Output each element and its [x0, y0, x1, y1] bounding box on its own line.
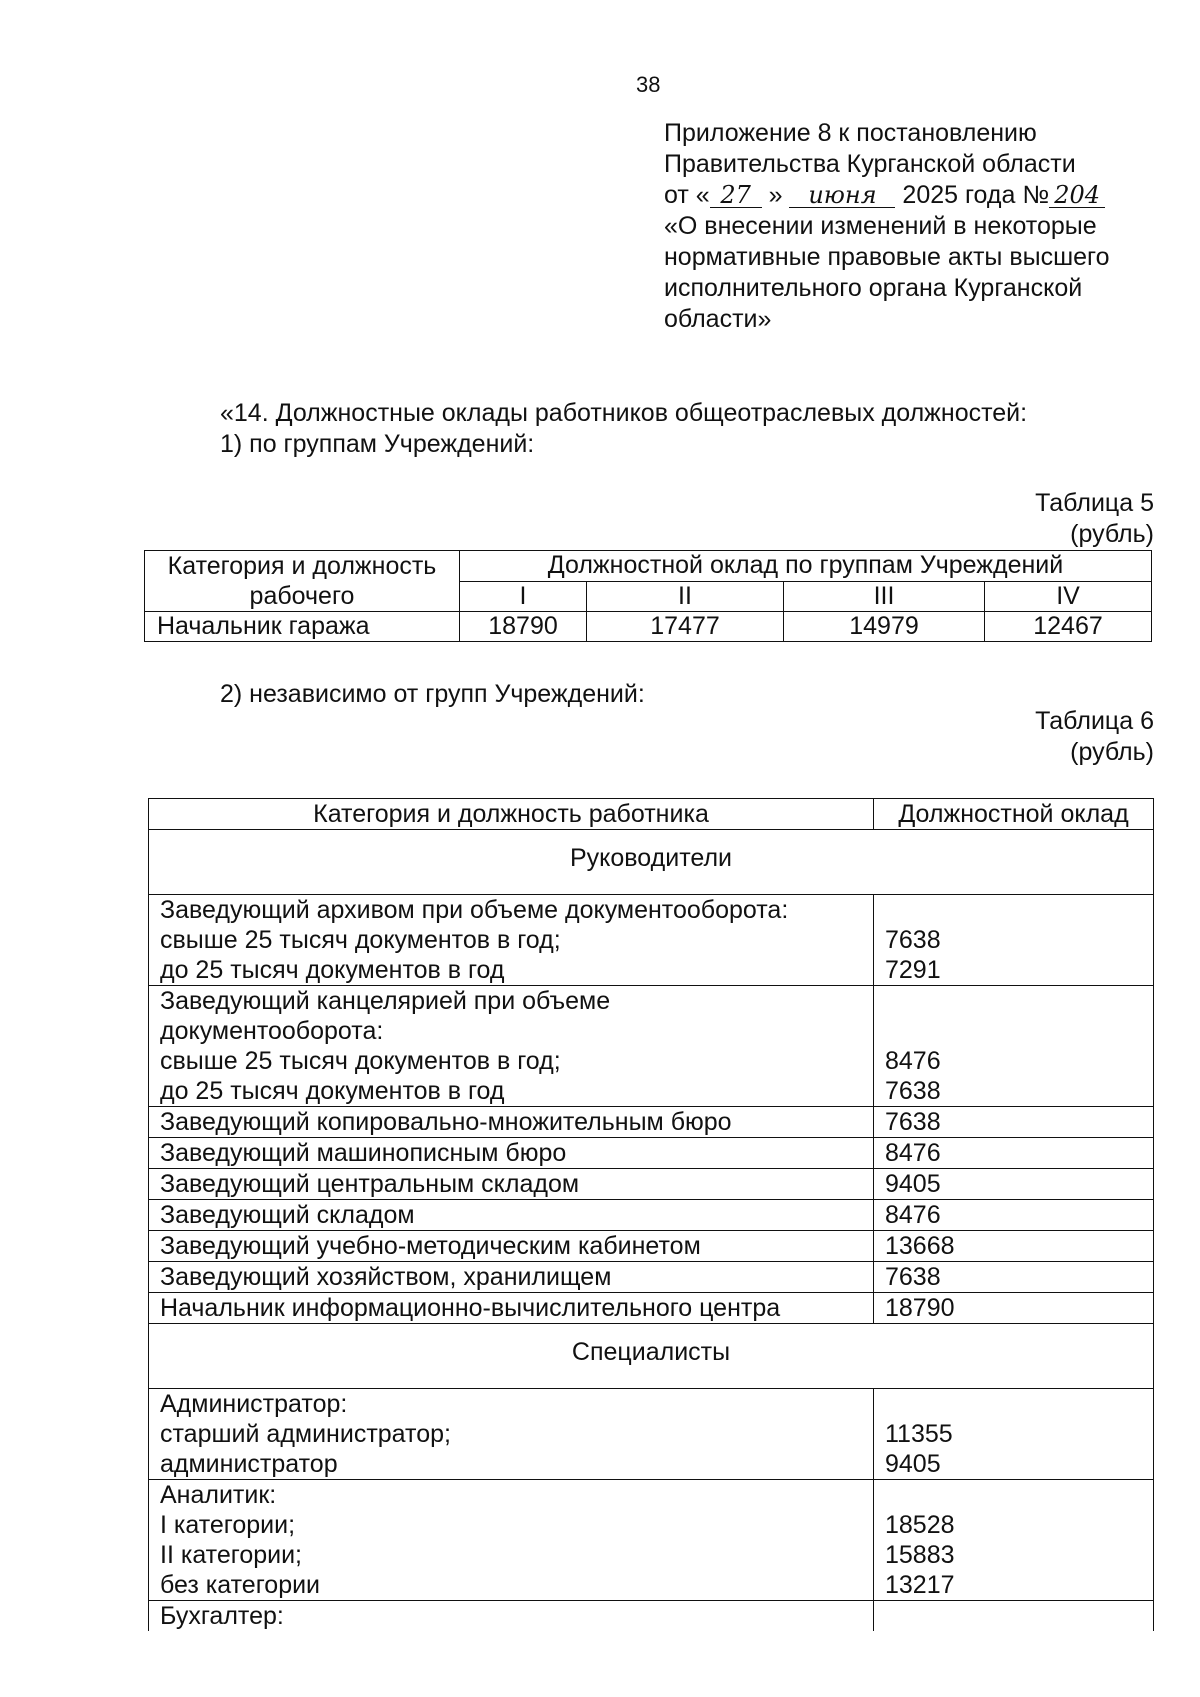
- table6-position-line: до 25 тысяч документов в год: [160, 956, 505, 984]
- table6-position-cell: [149, 1293, 874, 1324]
- intro-line: 1) по группам Учреждений:: [220, 430, 535, 458]
- table6-salary-value: 11355: [885, 1420, 953, 1448]
- table6-position-line: I категории;: [160, 1511, 296, 1539]
- table6-position-line: Заведующий машинописным бюро: [160, 1139, 567, 1167]
- table-row: [149, 895, 1154, 986]
- table6-salary-value: [885, 1389, 1153, 1419]
- table6-position-cell: [149, 1389, 874, 1480]
- table6-salary-cell: [874, 1200, 1154, 1231]
- table5-group-col: I: [460, 581, 587, 612]
- table5-cell: 14979: [784, 612, 985, 642]
- table6-position-line: Администратор:: [160, 1390, 348, 1418]
- table5-category-header-line: рабочего: [249, 582, 355, 610]
- table-row: [149, 1169, 1154, 1200]
- date-suffix: 2025 года №: [902, 181, 1050, 209]
- table6-position-cell: [149, 1138, 874, 1169]
- table5-cell: 18790: [460, 612, 587, 642]
- table6-position-cell: [149, 1231, 874, 1262]
- table6-salary-value: [885, 895, 1153, 925]
- table6-header-salary: Должностной оклад: [874, 799, 1154, 830]
- appendix-line: области»: [664, 305, 772, 333]
- table6-salary-value: 7638: [885, 926, 941, 954]
- appendix-line: Приложение 8 к постановлению: [664, 119, 1037, 147]
- table6-salary-value: [885, 1601, 1153, 1631]
- table-row: [149, 1200, 1154, 1231]
- table6-salary-cell: [874, 986, 1154, 1107]
- table6-salary-cell: [874, 1138, 1154, 1169]
- table-row: [149, 1293, 1154, 1324]
- table-row: [149, 1138, 1154, 1169]
- table6-section-row: [149, 830, 1154, 895]
- table6-position-line: Аналитик:: [160, 1481, 277, 1509]
- handwritten-day: 27: [710, 183, 762, 208]
- table5-group-col: II: [587, 581, 784, 612]
- table6-salary-cell: [874, 895, 1154, 986]
- table5-group-col: IV: [985, 581, 1152, 612]
- table6-section-title: Специалисты: [149, 1324, 1154, 1389]
- table6-salary-cell: [874, 1231, 1154, 1262]
- table6-caption-title: Таблица 6: [1035, 707, 1154, 735]
- table6-salary-value: [885, 1016, 1153, 1046]
- table-row: [149, 1107, 1154, 1138]
- table6-position-line: Заведующий архивом при объеме документооборота:: [160, 896, 789, 924]
- section2-heading: 2) независимо от групп Учреждений:: [220, 680, 645, 708]
- table6-salary-cell: [874, 1169, 1154, 1200]
- table5-cell: 17477: [587, 612, 784, 642]
- table6-salary-value: 7638: [885, 1108, 941, 1136]
- table-row: [149, 1601, 1154, 1632]
- table6-salary-cell: [874, 1389, 1154, 1480]
- table6-position-cell: [149, 1480, 874, 1601]
- table6-position-line: Начальник информационно-вычислительного центра: [160, 1294, 781, 1322]
- table6-salary-cell: [874, 1601, 1154, 1632]
- table6-salary-value: 13668: [885, 1232, 955, 1260]
- table-row: [149, 1480, 1154, 1601]
- table5-caption: [1035, 488, 1154, 550]
- table6-salary-value: 9405: [885, 1450, 941, 1478]
- page-number: 38: [636, 72, 661, 97]
- table6-position-line: документооборота:: [160, 1017, 384, 1045]
- table6-section-row: [149, 1324, 1154, 1389]
- table6-position-line: старший администратор;: [160, 1420, 451, 1448]
- table6-salary-cell: [874, 1107, 1154, 1138]
- table6-salary-value: 18528: [885, 1511, 955, 1539]
- table6-position-line: Заведующий учебно-методическим кабинетом: [160, 1232, 701, 1260]
- table6-position-cell: [149, 1601, 874, 1632]
- table6-salary-value: 13217: [885, 1571, 955, 1599]
- table6-salary-value: 7291: [885, 956, 941, 984]
- table-row: [149, 1389, 1154, 1480]
- table6-position-cell: [149, 1169, 874, 1200]
- table6-salary-value: [885, 1480, 1153, 1510]
- handwritten-number: 204: [1049, 183, 1105, 208]
- table6-position-cell: [149, 895, 874, 986]
- table6-position-line: Заведующий хозяйством, хранилищем: [160, 1263, 612, 1291]
- table5-row-label: Начальник гаража: [145, 612, 460, 642]
- table6-position-cell: [149, 986, 874, 1107]
- table5-caption-title: Таблица 5: [1035, 489, 1154, 517]
- table6-section-title: Руководители: [149, 830, 1154, 895]
- handwritten-month: июня: [789, 183, 895, 208]
- table6-position-line: Заведующий складом: [160, 1201, 415, 1229]
- table6-salary-value: 9405: [885, 1170, 941, 1198]
- intro-line: «14. Должностные оклады работников общеотраслевых должностей:: [220, 399, 1028, 427]
- appendix-date-line: [664, 180, 1164, 211]
- table5-cell: 12467: [985, 612, 1152, 642]
- table6-position-line: свыше 25 тысяч документов в год;: [160, 926, 561, 954]
- salary-table-groups: [144, 550, 1152, 642]
- table-row: [149, 1231, 1154, 1262]
- table-row: [149, 1262, 1154, 1293]
- table6-position-line: Бухгалтер:: [160, 1602, 284, 1630]
- table6-position-line: без категории: [160, 1571, 321, 1599]
- salary-table-independent: [148, 798, 1154, 1631]
- appendix-line: нормативные правовые акты высшего: [664, 243, 1110, 271]
- table-row: [149, 986, 1154, 1107]
- appendix-header: [664, 118, 1164, 335]
- table6-salary-cell: [874, 1480, 1154, 1601]
- table6-position-line: свыше 25 тысяч документов в год;: [160, 1047, 561, 1075]
- table6-position-line: Заведующий канцелярией при объеме: [160, 987, 611, 1015]
- table6-position-cell: [149, 1262, 874, 1293]
- table6-position-cell: [149, 1107, 874, 1138]
- table5-group-header: Должностной оклад по группам Учреждений: [460, 551, 1152, 582]
- date-prefix: от «: [664, 181, 710, 209]
- table6-salary-value: 8476: [885, 1047, 941, 1075]
- table6-salary-cell: [874, 1262, 1154, 1293]
- table6-salary-value: 7638: [885, 1077, 941, 1105]
- table6-salary-value: 8476: [885, 1139, 941, 1167]
- table6-salary-value: [885, 986, 1153, 1016]
- table6-salary-cell: [874, 1293, 1154, 1324]
- table6-position-cell: [149, 1200, 874, 1231]
- appendix-line: «О внесении изменений в некоторые: [664, 212, 1097, 240]
- table5-category-header: [145, 551, 460, 612]
- table6-position-line: Заведующий центральным складом: [160, 1170, 580, 1198]
- table6-salary-value: 15883: [885, 1541, 955, 1569]
- table5-category-header-line: Категория и должность: [167, 552, 437, 580]
- table6-body: [149, 799, 1154, 1632]
- table5-caption-unit: (рубль): [1070, 520, 1154, 548]
- table6-salary-value: 8476: [885, 1201, 941, 1229]
- appendix-line: Правительства Курганской области: [664, 150, 1076, 178]
- table6-position-line: II категории;: [160, 1541, 303, 1569]
- table5-group-col: III: [784, 581, 985, 612]
- table6-salary-value: 7638: [885, 1263, 941, 1291]
- table6-position-line: администратор: [160, 1450, 338, 1478]
- table6-header-category: Категория и должность работника: [149, 799, 874, 830]
- date-mid: »: [768, 181, 783, 209]
- table6-caption: [1035, 706, 1154, 768]
- table6-salary-value: 18790: [885, 1294, 955, 1322]
- table6-position-line: Заведующий копировально-множительным бюро: [160, 1108, 732, 1136]
- table6-caption-unit: (рубль): [1070, 738, 1154, 766]
- appendix-line: исполнительного органа Курганской: [664, 274, 1083, 302]
- table6-position-line: до 25 тысяч документов в год: [160, 1077, 505, 1105]
